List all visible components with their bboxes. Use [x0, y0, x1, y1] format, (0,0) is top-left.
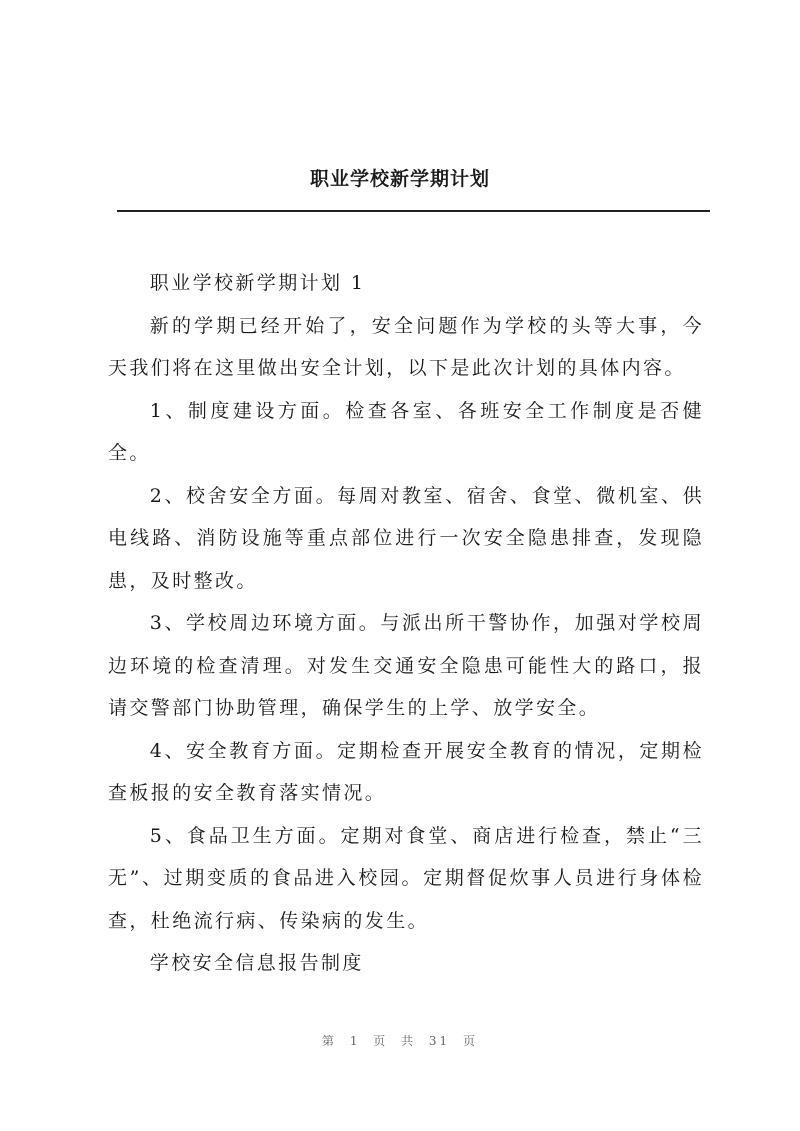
- paragraph: 3、学校周边环境方面。与派出所干警协作，加强对学校周边环境的检查清理。对发生交通安全隐患可能性大的路口，报请交警部门协助管理，确保学生的上学、放学安全。: [108, 612, 704, 719]
- document-body: [108, 262, 704, 985]
- paragraph: 新的学期已经开始了，安全问题作为学校的头等大事，今天我们将在这里做出安全计划，以下是此次计划的具体内容。: [108, 314, 704, 379]
- page-footer: 第 1 页 共 31 页: [322, 1034, 478, 1048]
- paragraph: 5、食品卫生方面。定期对食堂、商店进行检查，禁止“三无”、过期变质的食品进入校园。定期督促炊事人员进行身体检查，杜绝流行病、传染病的发生。: [108, 824, 704, 932]
- paragraph: 1、制度建设方面。检查各室、各班安全工作制度是否健全。: [108, 399, 704, 464]
- paragraph: 4、安全教育方面。定期检查开展安全教育的情况，定期检查板报的安全教育落实情况。: [108, 739, 704, 804]
- section-heading: 学校安全信息报告制度: [149, 952, 364, 974]
- page-title: 职业学校新学期计划: [309, 168, 490, 190]
- paragraph: 2、校舍安全方面。每周对教室、宿舍、食堂、微机室、供电线路、消防设施等重点部位进行一次安全隐患排查，发现隐患，及时整改。: [108, 484, 704, 592]
- section-heading: 职业学校新学期计划 1: [149, 272, 366, 294]
- title-divider: [117, 210, 710, 212]
